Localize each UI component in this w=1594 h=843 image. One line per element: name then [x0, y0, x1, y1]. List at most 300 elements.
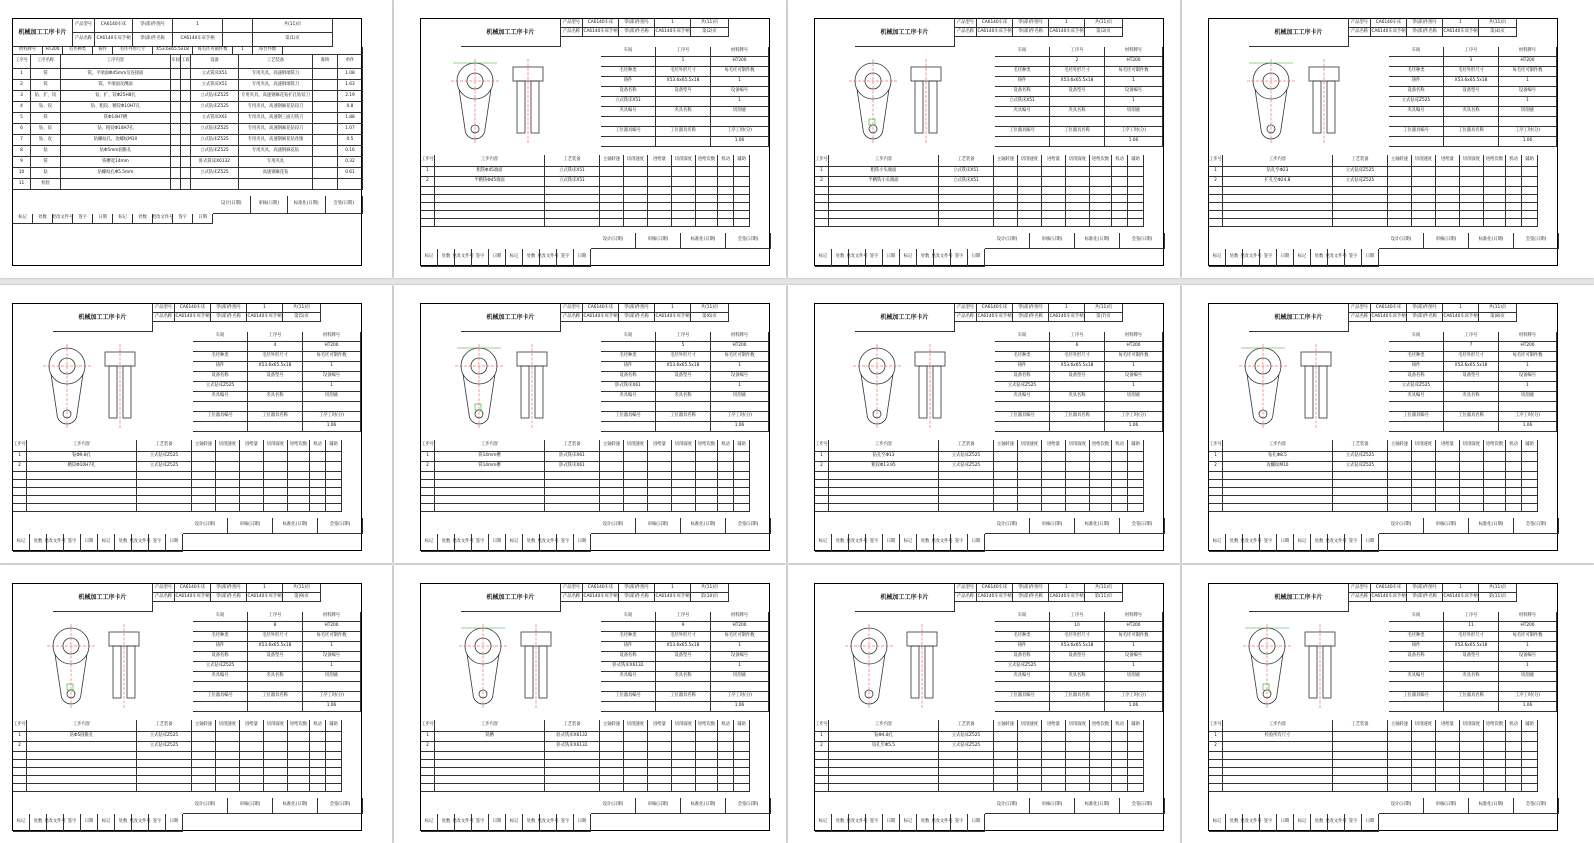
empty-row-cell [1333, 784, 1388, 792]
table-row-cell: 0.5 [338, 135, 363, 146]
step-row-cell: 1 [421, 167, 435, 177]
empty-row-cell [815, 187, 829, 195]
document-page[interactable] [1182, 285, 1594, 563]
info-cell: 工位器具名称 [1050, 692, 1105, 702]
empty-row-cell [1018, 768, 1042, 776]
document-page[interactable] [788, 285, 1180, 563]
empty-row-cell [1412, 768, 1436, 776]
info-cell [1389, 702, 1444, 712]
step-row-cell [288, 732, 310, 742]
empty-row-cell [1209, 219, 1223, 227]
empty-row-cell [1333, 203, 1388, 211]
header-cell: CA6140车床手柄 [1371, 28, 1407, 37]
step-column-header: 辅助 [326, 720, 342, 732]
step-row-cell [1460, 732, 1484, 742]
empty-row-cell [1042, 203, 1066, 211]
process-card [1208, 18, 1558, 266]
table-row-cell: 9 [13, 157, 31, 168]
footer-change-cell: 日期 [574, 814, 591, 832]
empty-row-cell [1522, 504, 1538, 512]
table-row-cell: 铣 [31, 80, 61, 91]
info-cell: 立式钻床Z525 [995, 662, 1050, 672]
empty-row-cell [1128, 768, 1144, 776]
empty-row-cell [696, 211, 718, 219]
step-column-header: 机动 [718, 155, 734, 167]
empty-row-cell [13, 768, 27, 776]
footer-change-cell: 签字 [472, 249, 489, 267]
step-row-cell: 钻孔至Φ23 [1223, 167, 1333, 177]
info-cell: 工位器具名称 [656, 692, 711, 702]
info-cell: 工序号 [656, 332, 711, 342]
info-cell: X53.6x65.5x18 [248, 362, 303, 372]
step-column-header: 辅助 [1128, 155, 1144, 167]
process-card [12, 18, 362, 266]
empty-row-cell [815, 480, 829, 488]
table-row-cell: 立式钻床Z525 [191, 146, 239, 157]
empty-row-cell [648, 760, 672, 768]
footer-sign-cell: 设计(日期) [985, 518, 1030, 534]
empty-row-cell [264, 776, 288, 784]
info-cell: 工位器具编号 [193, 692, 248, 702]
empty-row-cell [1042, 776, 1066, 784]
footer-change-cell: 签字 [64, 534, 81, 552]
footer-sign-cell: 审核(日期) [1424, 518, 1469, 534]
drawing-stroke [929, 81, 937, 133]
header-cell: 共(11)页 [283, 304, 321, 313]
step-row-cell [648, 732, 672, 742]
footer-change-cell: 处数 [832, 814, 849, 832]
header-cell: 产品名称 [153, 313, 175, 322]
info-cell [1050, 402, 1105, 412]
footer-change-cell: 处数 [438, 534, 455, 552]
step-row-cell [264, 462, 288, 472]
info-cell: 车间 [1389, 332, 1444, 342]
footer-change-cell: 更改文件号 [1328, 814, 1345, 832]
table-row-cell: 钻、攻 [31, 135, 61, 146]
empty-row-cell [545, 488, 600, 496]
info-cell [995, 57, 1050, 67]
info-cell: 车间 [1389, 47, 1444, 57]
header-cell: 1 [1443, 19, 1479, 28]
step-row-cell [1090, 177, 1112, 187]
info-cell [1050, 97, 1105, 107]
table-row-cell: 卧式铣床X6132 [191, 157, 239, 168]
step-row-cell [1412, 732, 1436, 742]
empty-row-cell [1388, 760, 1412, 768]
step-column-header: 辅助 [734, 720, 750, 732]
empty-row-cell [939, 760, 994, 768]
step-column-header: 进给次数 [1484, 155, 1506, 167]
empty-row-cell [672, 211, 696, 219]
empty-row-cell [1066, 768, 1090, 776]
info-cell: 铸件 [193, 362, 248, 372]
empty-row-cell [1128, 219, 1144, 227]
footer-change-cell: 标记 [1209, 814, 1226, 832]
header-cell: CA6140车床手柄 [583, 593, 619, 602]
info-cell [656, 702, 711, 712]
info-cell: 1.06 [711, 702, 769, 712]
step-column-header: 主轴转速 [994, 155, 1018, 167]
part-drawing-svg [1219, 614, 1369, 714]
step-row-cell: 2 [421, 462, 435, 472]
info-cell: 设备编号 [1105, 652, 1163, 662]
document-page[interactable] [1182, 0, 1594, 278]
info-cell: X53.6x65.5x18 [656, 77, 711, 87]
footer-sign-cell: 会签(日期) [1514, 233, 1559, 249]
empty-row-cell [326, 768, 342, 776]
info-cell: 1 [711, 642, 769, 652]
empty-row-cell [326, 488, 342, 496]
empty-row-cell [1412, 752, 1436, 760]
document-page[interactable] [788, 565, 1180, 843]
step-column-header: 工步内容 [829, 155, 939, 167]
header-cell: 产品名称 [955, 28, 977, 37]
step-row-cell [1066, 452, 1090, 462]
table-row-cell: 钻 [31, 146, 61, 157]
step-row-cell: 立式钻床Z525 [939, 452, 994, 462]
step-row-cell [696, 452, 718, 462]
footer-sign-cell: 审核(日期) [636, 518, 681, 534]
empty-row-cell [1128, 472, 1144, 480]
empty-row-cell [1042, 760, 1066, 768]
step-row-cell: 立式铣床X51 [545, 167, 600, 177]
empty-row-cell [1412, 187, 1436, 195]
step-column-header: 工步号 [13, 720, 27, 732]
footer-change-cell: 处数 [1311, 814, 1328, 832]
process-card [12, 303, 362, 551]
part-drawing [1219, 49, 1369, 149]
step-row-cell: 卧式铣床X61 [545, 452, 600, 462]
empty-row-cell [240, 488, 264, 496]
empty-row-cell [1223, 203, 1333, 211]
empty-row-cell [27, 768, 137, 776]
info-cell: 工位器具编号 [1389, 692, 1444, 702]
info-cell: 切削液 [1105, 107, 1163, 117]
empty-row-cell [624, 211, 648, 219]
empty-row-cell [1209, 195, 1223, 203]
empty-row-cell [240, 768, 264, 776]
table-row-cell: 立式钻床Z525 [191, 168, 239, 179]
document-page[interactable] [394, 0, 786, 278]
empty-row-cell [1018, 784, 1042, 792]
step-row-cell [1506, 462, 1522, 472]
table-row-cell [338, 179, 363, 190]
empty-row-cell [1412, 219, 1436, 227]
empty-row-cell [994, 504, 1018, 512]
empty-row-cell [939, 784, 994, 792]
empty-row-cell [326, 472, 342, 480]
info-cell: 每毛坯可制件数 [1499, 632, 1557, 642]
info-cell [193, 622, 248, 632]
card-title: 机械加工工序卡片 [461, 19, 561, 47]
footer-sign-cell: 会签(日期) [1514, 518, 1559, 534]
step-row-cell: 钻孔Φ8.5 [1223, 452, 1333, 462]
footer-change-cell: 签字 [1345, 814, 1362, 832]
info-cell: 工序号 [1050, 612, 1105, 622]
document-page[interactable] [0, 285, 392, 563]
card-title: 机械加工工序卡片 [855, 584, 955, 612]
info-cell: 设备名称 [995, 652, 1050, 662]
info-cell: HT200 [43, 47, 63, 55]
step-row-cell: 扩孔至Φ24.8 [1223, 177, 1333, 187]
empty-row-cell [815, 768, 829, 776]
step-row-cell [994, 742, 1018, 752]
footer-sign-cell: 审核(日期) [1030, 233, 1075, 249]
info-cell: 毛坯种类 [995, 632, 1050, 642]
info-cell: 车间 [601, 332, 656, 342]
empty-row-cell [696, 504, 718, 512]
empty-row-cell [1388, 472, 1412, 480]
empty-row-cell [1412, 488, 1436, 496]
empty-row-cell [1209, 211, 1223, 219]
document-page[interactable] [0, 565, 392, 843]
empty-row-cell [421, 480, 435, 488]
card-title: 机械加工工序卡片 [855, 19, 955, 47]
empty-row-cell [718, 760, 734, 768]
info-cell: 1 [711, 382, 769, 392]
info-cell: 设备型号 [248, 652, 303, 662]
info-cell: 设备名称 [1389, 652, 1444, 662]
empty-row-cell [137, 472, 192, 480]
empty-row-cell [734, 784, 750, 792]
empty-row-cell [545, 760, 600, 768]
step-row-cell [648, 462, 672, 472]
step-row-cell [1066, 177, 1090, 187]
empty-row-cell [435, 480, 545, 488]
empty-row-cell [1223, 480, 1333, 488]
empty-row-cell [421, 195, 435, 203]
empty-row-cell [1333, 776, 1388, 784]
step-row-cell [1460, 462, 1484, 472]
empty-row-cell [1090, 752, 1112, 760]
footer-change-cell: 日期 [81, 814, 98, 832]
step-row-cell [1506, 742, 1522, 752]
empty-row-cell [27, 472, 137, 480]
empty-row-cell [624, 219, 648, 227]
step-column-header: 进给量 [648, 440, 672, 452]
step-row-cell [264, 742, 288, 752]
empty-row-cell [421, 187, 435, 195]
empty-row-cell [1209, 760, 1223, 768]
document-page[interactable] [0, 0, 392, 278]
empty-row-cell [815, 203, 829, 211]
empty-row-cell [1460, 472, 1484, 480]
footer-sign-cell: 设计(日期) [213, 196, 251, 214]
footer-change-cell: 标记 [421, 534, 438, 552]
step-row-cell [1522, 742, 1538, 752]
header-cell: 产品型号 [561, 19, 583, 28]
step-row-cell: 铣14mm槽 [435, 452, 545, 462]
empty-row-cell [326, 496, 342, 504]
step-row-cell: 2 [421, 742, 435, 752]
info-cell: 1 [711, 362, 769, 372]
header-cell: 共(11)页 [253, 19, 333, 33]
header-cell: 第(10)页 [691, 593, 729, 602]
step-row-cell [1388, 742, 1412, 752]
table-row-cell [313, 135, 338, 146]
info-cell: 工序号 [1050, 332, 1105, 342]
empty-row-cell [734, 776, 750, 784]
empty-row-cell [648, 504, 672, 512]
empty-row-cell [815, 488, 829, 496]
header-cell: CA6140车床手柄 [175, 313, 211, 322]
info-cell [1444, 682, 1499, 692]
empty-row-cell [696, 187, 718, 195]
empty-row-cell [192, 760, 216, 768]
footer-change-cell: 标记 [1294, 534, 1311, 552]
empty-row-cell [1388, 504, 1412, 512]
empty-row-cell [1333, 504, 1388, 512]
step-row-cell [1412, 177, 1436, 187]
step-row-cell: 1 [1209, 452, 1223, 462]
column-header: 单件 [338, 55, 363, 69]
step-row-cell: 2 [1209, 177, 1223, 187]
info-cell: 毛坯种类 [193, 352, 248, 362]
step-row-cell [1090, 452, 1112, 462]
info-cell: 铸件 [93, 47, 113, 55]
empty-row-cell [310, 504, 326, 512]
info-cell: 毛坯外形尺寸 [1444, 67, 1499, 77]
step-column-header: 进给量 [1436, 155, 1460, 167]
document-page[interactable] [394, 285, 786, 563]
info-cell: 1 [1499, 77, 1557, 87]
empty-row-cell [1484, 488, 1506, 496]
document-page[interactable] [788, 0, 1180, 278]
info-cell: 1 [303, 642, 361, 652]
header-cell: CA6140车床 [95, 19, 133, 33]
footer-change-cell: 签字 [64, 814, 81, 832]
step-row-cell [718, 177, 734, 187]
step-row-cell [624, 462, 648, 472]
empty-row-cell [1223, 768, 1333, 776]
info-cell [656, 137, 711, 147]
step-column-header: 辅助 [734, 155, 750, 167]
info-cell: 材料牌号 [1105, 612, 1163, 622]
footer-change-cell: 日期 [883, 814, 900, 832]
empty-row-cell [648, 195, 672, 203]
footer-sign-cell: 标准化(日期) [273, 518, 318, 534]
step-row-cell [1506, 732, 1522, 742]
empty-row-cell [288, 480, 310, 488]
empty-row-cell [696, 496, 718, 504]
footer-sign-cell: 设计(日期) [183, 798, 228, 814]
step-row-cell [648, 167, 672, 177]
empty-row-cell [545, 211, 600, 219]
footer-sign-cell: 设计(日期) [985, 798, 1030, 814]
empty-row-cell [1042, 195, 1066, 203]
header-cell: 零(部)件名称 [619, 313, 655, 322]
footer-change-cell: 更改文件号 [455, 249, 472, 267]
info-cell: 立式钻床Z525 [193, 662, 248, 672]
header-cell: 第(5)页 [283, 313, 321, 322]
table-row-cell [181, 113, 191, 124]
footer-change-cell: 标记 [98, 534, 115, 552]
empty-row-cell [1506, 504, 1522, 512]
footer-change-cell: 签字 [472, 814, 489, 832]
info-cell: 工序工时(分) [711, 127, 769, 137]
footer-sign-cell: 审核(日期) [1030, 798, 1075, 814]
step-row-cell [1460, 452, 1484, 462]
column-header: 车间 [171, 55, 181, 69]
empty-row-cell [994, 195, 1018, 203]
info-cell: 工位器具名称 [1444, 412, 1499, 422]
empty-row-cell [624, 480, 648, 488]
empty-row-cell [421, 768, 435, 776]
info-cell: 设备型号 [1444, 652, 1499, 662]
info-cell: HT200 [303, 342, 361, 352]
empty-row-cell [1128, 488, 1144, 496]
footer-sign-cell: 审核(日期) [251, 196, 289, 214]
empty-row-cell [1209, 784, 1223, 792]
step-row-cell [326, 742, 342, 752]
table-row-cell: 11 [13, 179, 31, 190]
footer-sign-cell: 审核(日期) [228, 518, 273, 534]
table-row-cell: 铣 [31, 113, 61, 124]
footer-change-cell: 签字 [557, 249, 574, 267]
empty-row-cell [1066, 752, 1090, 760]
table-row-cell [313, 69, 338, 80]
header-cell: 产品型号 [73, 19, 95, 33]
empty-row-cell [1460, 195, 1484, 203]
drawing-stroke [919, 366, 927, 418]
empty-row-cell [1484, 504, 1506, 512]
step-row-cell [1018, 462, 1042, 472]
info-cell: X53.6x65.5x18 [1050, 362, 1105, 372]
step-row-cell [288, 462, 310, 472]
table-row-cell [239, 179, 313, 190]
info-cell: 设备编号 [1499, 652, 1557, 662]
empty-row-cell [1436, 219, 1460, 227]
empty-row-cell [288, 752, 310, 760]
empty-row-cell [1128, 203, 1144, 211]
header-cell: 第(11)页 [1479, 593, 1517, 602]
header-cell: 产品型号 [561, 304, 583, 313]
step-row-cell [696, 177, 718, 187]
empty-row-cell [240, 760, 264, 768]
empty-row-cell [216, 752, 240, 760]
table-row-cell: 钻Φ5mm圆锥孔 [61, 146, 171, 157]
footer-change-cell: 处数 [30, 534, 47, 552]
empty-row-cell [1522, 480, 1538, 488]
empty-row-cell [648, 768, 672, 776]
footer-change-cell: 处数 [917, 249, 934, 267]
info-cell [1499, 117, 1557, 127]
empty-row-cell [264, 488, 288, 496]
info-cell [1389, 422, 1444, 432]
empty-row-cell [288, 784, 310, 792]
step-row-cell [1018, 732, 1042, 742]
document-page[interactable] [394, 565, 786, 843]
drawing-stroke [1319, 366, 1327, 418]
info-cell: 1.06 [1105, 137, 1163, 147]
empty-row-cell [288, 496, 310, 504]
info-cell [1389, 137, 1444, 147]
step-column-header: 进给量 [1042, 440, 1066, 452]
info-cell: 立式铣床X51 [995, 97, 1050, 107]
header-cell: 零(部)件名称 [211, 313, 247, 322]
info-cell: 8 [248, 622, 303, 632]
step-column-header: 进给量 [1436, 440, 1460, 452]
footer-change-cell: 处数 [438, 814, 455, 832]
header-cell: 零(部)件图号 [1407, 304, 1443, 313]
empty-row-cell [672, 496, 696, 504]
document-page[interactable] [1182, 565, 1594, 843]
info-cell: 切削液 [1105, 392, 1163, 402]
empty-row-cell [1460, 776, 1484, 784]
info-cell: HT200 [1105, 342, 1163, 352]
page-content [1208, 303, 1558, 551]
info-cell: 铸件 [601, 77, 656, 87]
